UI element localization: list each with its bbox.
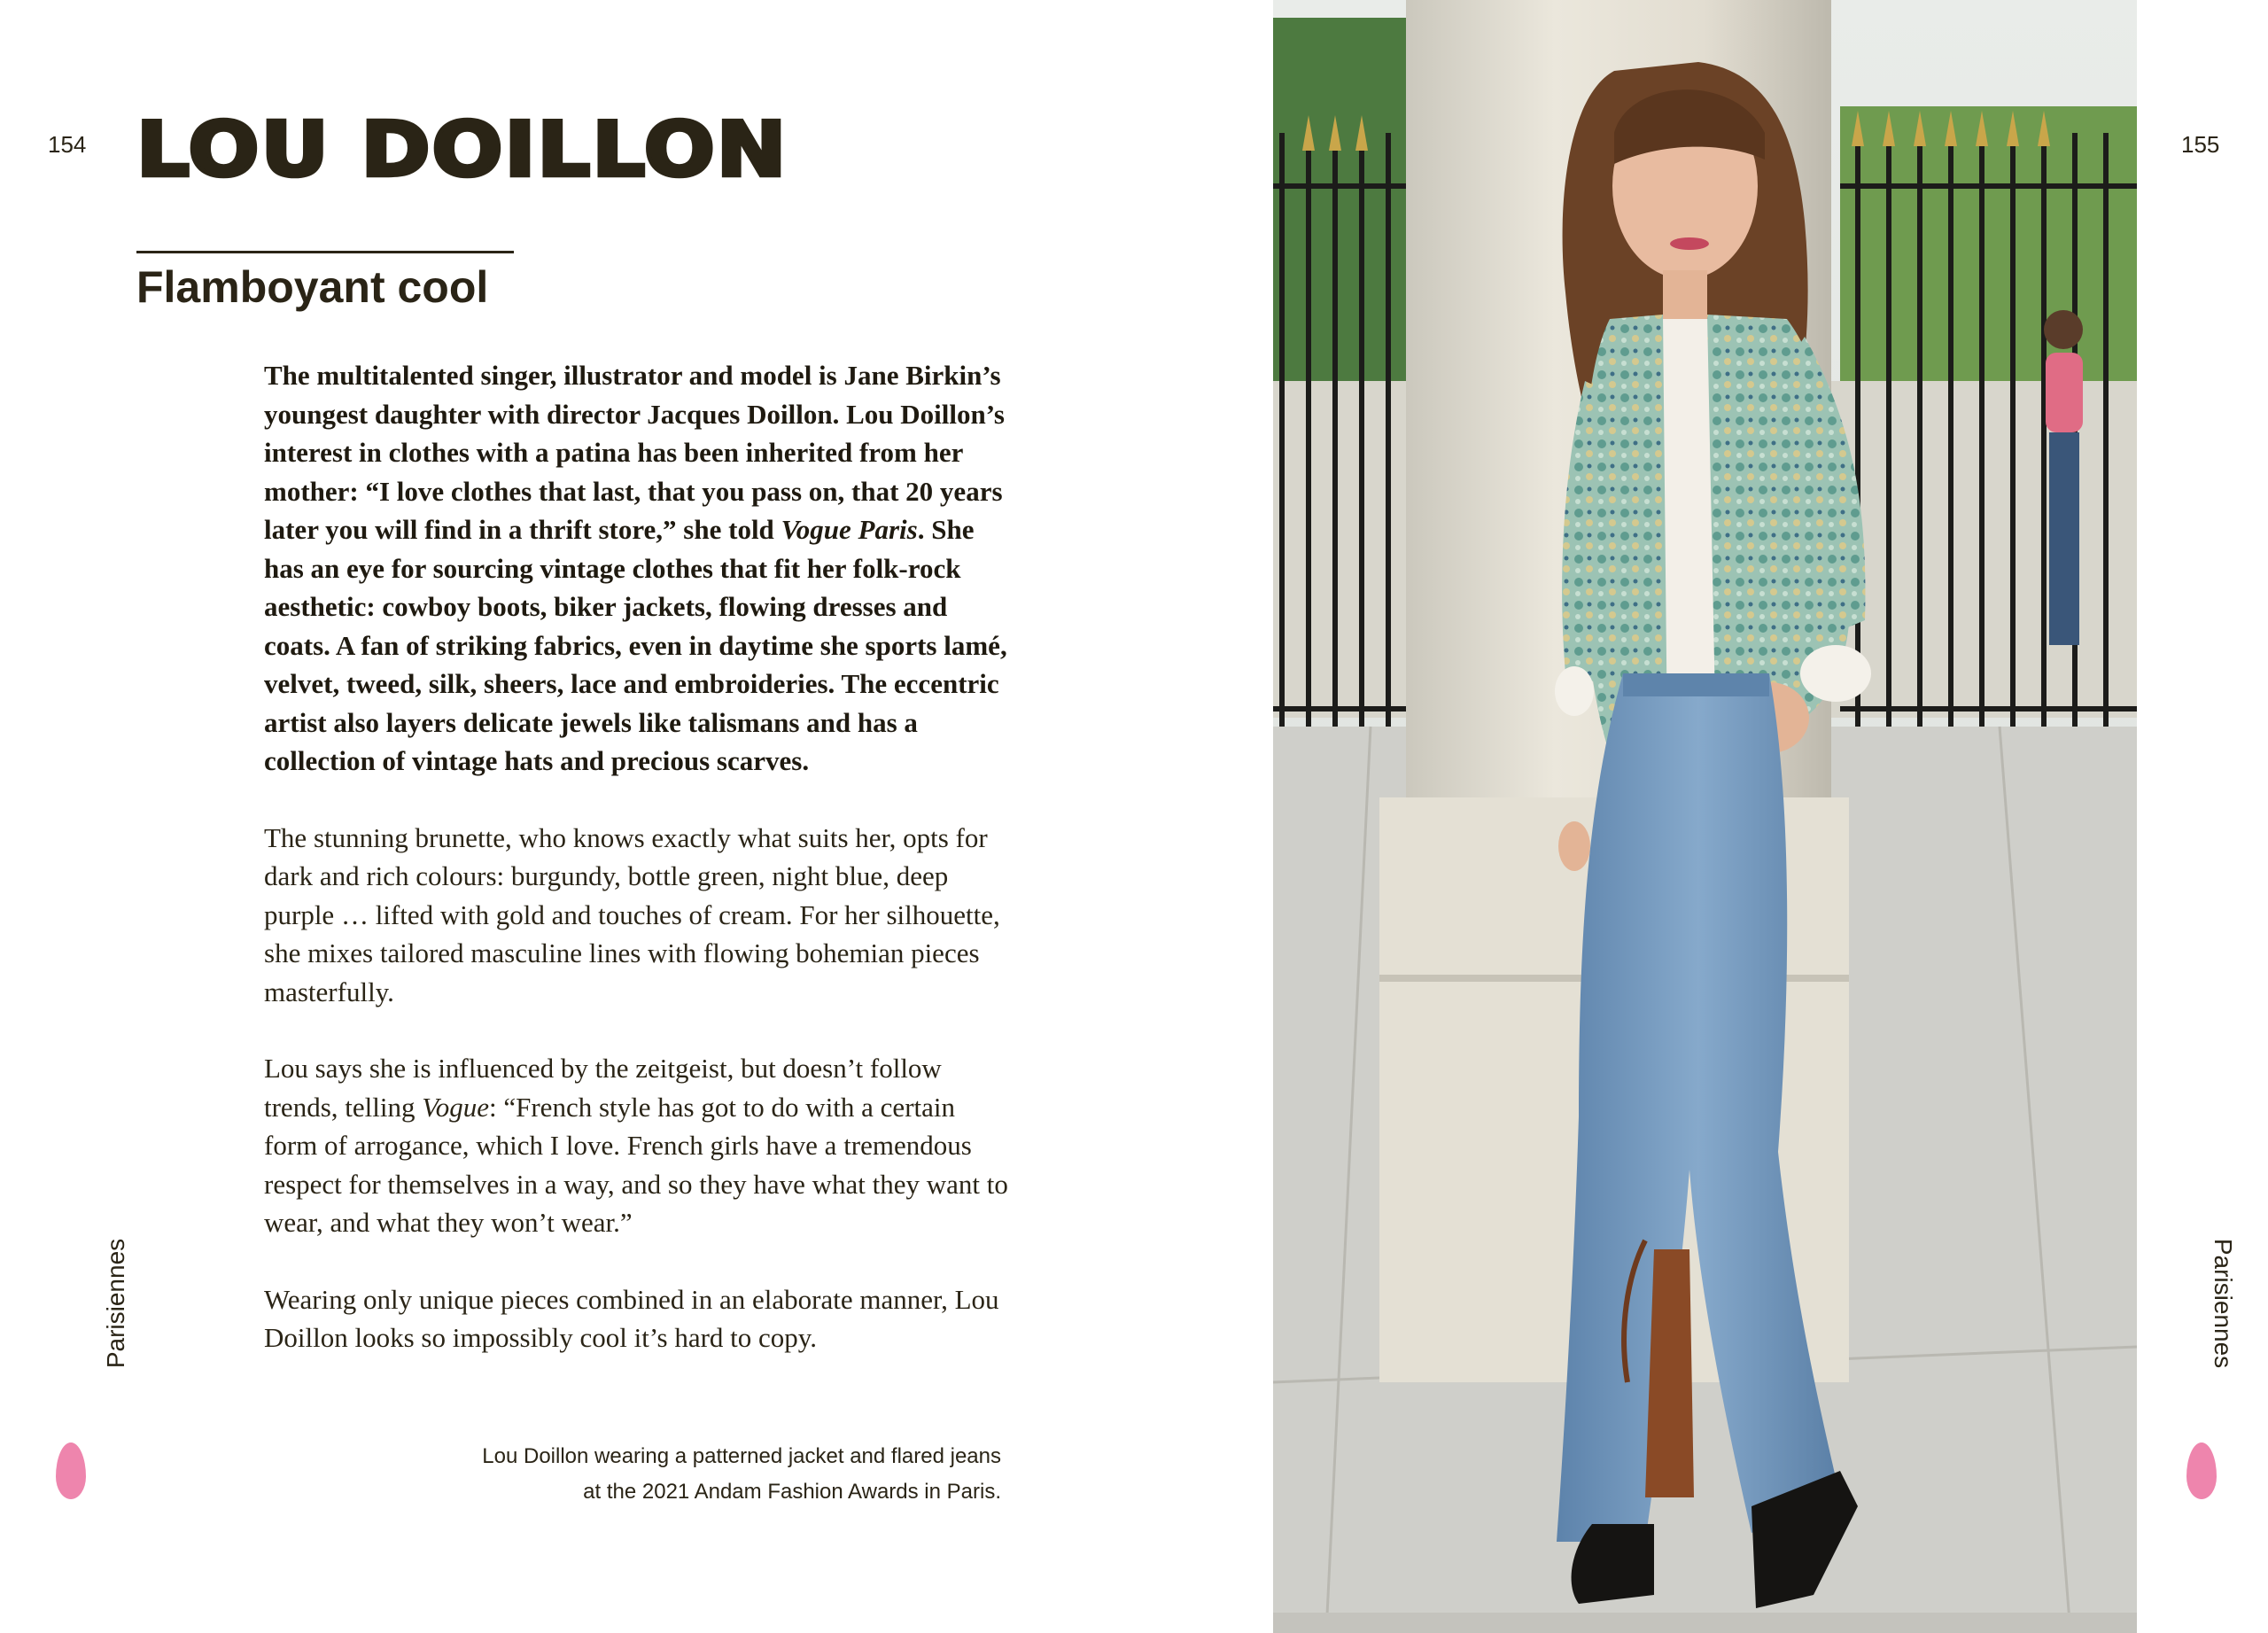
- body-paragraph: [264, 819, 1008, 1012]
- body-paragraph: [264, 1280, 1008, 1357]
- paragraph-text: Lou says she is influenced by the zeitgeist, but doesn’t follow trends, telling: [264, 1053, 942, 1123]
- page-number-left: 154: [48, 131, 87, 158]
- article-body: [264, 356, 1008, 1396]
- petal-icon: [56, 1442, 86, 1499]
- portrait-photo: [1273, 0, 2137, 1633]
- section-label-left: Parisiennes: [102, 1238, 130, 1369]
- article-title: LOU DOILLON: [136, 106, 788, 194]
- section-label-right: Parisiennes: [2210, 1238, 2238, 1369]
- title-divider: [136, 251, 514, 253]
- page-number-right: 155: [2181, 131, 2220, 158]
- article-subtitle: Flamboyant cool: [136, 262, 489, 312]
- caption-line: Lou Doillon wearing a patterned jacket and flared jeans: [482, 1444, 1001, 1468]
- body-paragraph: [264, 356, 1008, 781]
- photo-caption: [354, 1439, 1001, 1510]
- paragraph-text: Wearing only unique pieces combined in an elaborate manner, Lou Doillon looks so impossibly cool it’s hard to copy.: [264, 1283, 999, 1353]
- paragraph-text: The stunning brunette, who knows exactly what suits her, opts for dark and rich colours: burgundy, bottle green, night blue, deep purple … lifted with gold and touches of cream. For her silhouette, she mixes tailored masculine lines with flowing bohemian pieces masterfully.: [264, 821, 1000, 1007]
- paragraph-text: : “French style has got to do with a certain form of arrogance, which I love. French girls have a tremendous respect for themselves in a way, and so they have what they want to wear, and what they won’t wear.”: [264, 1091, 1008, 1238]
- italic-publication-name: Vogue: [422, 1091, 489, 1123]
- body-paragraph: [264, 1049, 1008, 1242]
- photo-illustration: [1273, 0, 2137, 1633]
- caption-line: at the 2021 Andam Fashion Awards in Paris.: [583, 1480, 1001, 1504]
- italic-publication-name: Vogue Paris: [781, 514, 918, 545]
- petal-icon: [2186, 1442, 2217, 1499]
- paragraph-text: The multitalented singer, illustrator and model is Jane Birkin’s youngest daughter with director Jacques Doillon. Lou Doillon’s interest in clothes with a patina has been inherited from her mother: “I love clothes that last, that you pass on, that 20 years later you will find in a thrift store,” she told: [264, 360, 1005, 545]
- paragraph-text: . She has an eye for sourcing vintage clothes that fit her folk-rock aesthetic: cowboy boots, biker jackets, flowing dresses and coats. A fan of striking fabrics, even in daytime she sports lamé, velvet, tweed, silk, sheers, lace and embroideries. The eccentric artist also layers delicate jewels like talismans and has a collection of vintage hats and precious scarves.: [264, 514, 1007, 776]
